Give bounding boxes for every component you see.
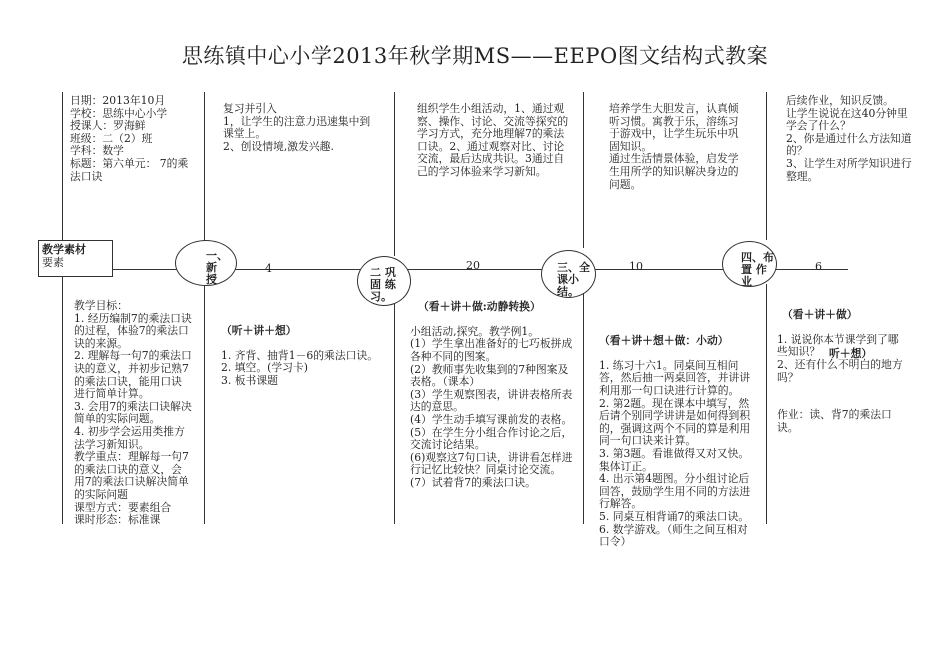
stage4-activity-head: （看＋讲＋做） xyxy=(782,307,858,321)
column-divider xyxy=(394,293,395,524)
column-divider xyxy=(204,92,205,242)
stage-node-practice xyxy=(357,256,411,306)
stage3-activity xyxy=(599,322,755,561)
stage2-activity-body: 小组活动,探究。教学例1。 (1）学生拿出准备好的七巧板拼成各种不同的图案。 (2）教师事先收集到的7种图案及表格。（课本） (3）学生观察图表，讲讲表格所表达的意思。 (4）学生动手填写课前发的表格。 (5）在学生分小组合作讨论之后，交流讨论结果。 (6)观察这7句口诀，讲讲看怎样进行记忆比较快？同桌讨论交流。 (7）试着背7的乘法口诀。 xyxy=(410,324,573,489)
materials-subtitle: 要素 xyxy=(42,256,64,269)
column-divider xyxy=(583,294,584,524)
lesson-info: 日期：2013年10月 学校：思练中心小学 授课人：罗海鲜 班级：二（2）班 学科：数学 标题：第六单元： 7的乘法口诀 xyxy=(70,94,189,183)
stage1-activity-head: （听＋讲＋想） xyxy=(221,323,297,337)
stage4-purpose: 后续作业，知识反馈。 让学生说说在这40分钟里学会了什么？ 2、你是通过什么方法知道的？ 3、让学生对所学知识进行整理。 xyxy=(786,94,912,183)
column-divider xyxy=(62,92,63,262)
column-divider xyxy=(62,276,63,524)
stage-node-label: 二 巩 固 练 习。 xyxy=(370,266,396,303)
materials-box xyxy=(38,240,113,277)
stage-node-label: 一、新 授 xyxy=(206,249,228,286)
stage1-purpose: 复习并引入 1，让学生的注意力迅速集中到课堂上。 2、创设情境,激发兴趣. xyxy=(223,102,371,153)
teaching-goals: 教学目标： 1. 经历编制7的乘法口诀的过程，体验7的乘法口诀的来源。 2. 理解每一句7的乘法口诀的意义，并初步记熟7的乘法口诀，能用口诀进行简单计算。 3. 会用7的乘法口诀解决简单的实际问题。 4. 初步学会运用类推方法学习新知识。 教学重点：理解每一句7的乘法口诀的意义，会用7的乘法口诀解决简单的实际问题 课型方式：要素组合 课时形态：标准课 xyxy=(74,299,192,527)
stage1-activity xyxy=(221,312,383,400)
column-divider xyxy=(766,284,767,524)
stage4-activity xyxy=(777,296,907,447)
stage-node-label: 四、布 置 作 业 xyxy=(741,251,774,288)
stage4-activity-body2: 作业：读、背7的乘法口诀。 xyxy=(777,408,892,434)
stage2-activity-head: （看＋讲＋做:动静转换） xyxy=(418,299,541,313)
stage3-activity-body: 1. 练习十六1。同桌间互相问答，然后抽一两桌回答，并讲讲利用那一句口诀进行计算的。 2. 第2题。现在课本中填写，然后请个别同学讲讲是如何得到积的，强调这两个不同的算是利用同一句口诀来计算。 3. 第3题。看谁做得又对又快。集体订正。 4. 出示第4题图。分小组讨论后回答，鼓励学生用不同的方法进行解答。 5. 同桌互相背诵7的乘法口诀。 6. 数学游戏。（师生之间互相对口令） xyxy=(599,358,751,549)
column-divider xyxy=(394,92,395,256)
column-divider xyxy=(204,283,205,524)
stage-duration: 20 xyxy=(466,259,480,272)
materials-title: 教学素材 xyxy=(42,243,86,256)
stage3-purpose: 培养学生大胆发言，认真倾听习惯。寓教于乐，溶练习于游戏中，让学生玩乐中巩固知识。 通过生活情景体验，启发学生用所学的知识解决身边的问题。 xyxy=(609,102,739,191)
stage4-activity-head2: 听＋想） xyxy=(829,347,873,360)
stage2-activity xyxy=(410,288,574,502)
column-divider xyxy=(766,92,767,240)
stage-duration: 4 xyxy=(265,262,272,275)
stage-duration: 6 xyxy=(815,260,822,273)
stage-duration: 10 xyxy=(629,260,643,273)
stage4-activity-body1: 1. 说说你本节课学到了哪些知识？ 2、还有什么不明白的地方吗？ xyxy=(777,332,903,384)
page-title: 思练镇中心小学2013年秋学期MS——EEPO图文结构式教案 xyxy=(181,44,769,68)
stage-node-new-lesson xyxy=(175,240,237,286)
column-divider xyxy=(583,92,584,248)
stage2-purpose: 组织学生小组活动，1、通过观察、操作、讨论、交流等探究的学习方式，充分地理解7的乘法口诀。2、通过观察对比、讨论交流，最后达成共识。3通过自己的学习体验来学习新知。 xyxy=(417,102,569,178)
stage1-activity-body: 1. 齐背、抽背1－6的乘法口诀。 2. 填空。(学习卡) 3. 板书课题 xyxy=(221,348,379,387)
stage-node-label: 三、全 课小 结。 xyxy=(557,261,590,298)
stage-node-homework xyxy=(722,241,777,287)
stage3-activity-head: （看＋讲＋想＋做：小动） xyxy=(599,333,729,347)
